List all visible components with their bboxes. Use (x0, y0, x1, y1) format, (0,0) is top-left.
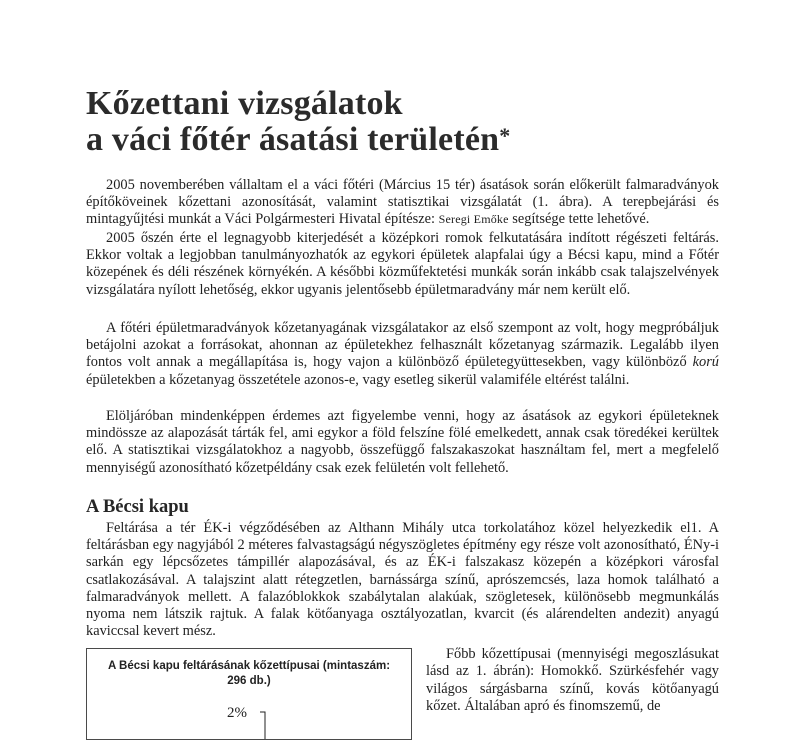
column-paragraph: Főbb kőzettípusai (mennyiségi megoszlásukat lásd az 1. ábrán): Homokkő. Szürkésfehér vagy világos sárgásbarna színű, kovás kötőanyagú kőzet. Általában apró és finomszemű, de (426, 646, 719, 715)
paragraph-4: Elöljáróban mindenképpen érdemes azt figyelembe venni, hogy az ásatások az egykori épületeknek mindössze az alapozását tárták fel, ami egykor a föld felszíne fölé emelkedett, annak csak töredékei kerültek elő. A statisztikai vizsgálatokhoz a nagyobb, összefüggő falszakaszokat használtam fel, mert a megfelelő mennyiségű azonosítható kőzetpéldány csak ezek felületén volt fellehető. (86, 408, 719, 476)
figure-1-chart (86, 648, 412, 740)
article-title (86, 86, 510, 158)
slice-label-0: 2% (227, 705, 247, 721)
chart-title-line-2: 296 db.) (227, 675, 271, 687)
emphasis-word: korú (692, 354, 719, 371)
section-heading: A Bécsi kapu (86, 497, 189, 517)
architect-name: Seregi Emőke (438, 212, 509, 227)
paragraph-3-a: A főtéri épületmaradványok kőzetanyagának vizsgálatakor az első szempont az volt, hogy megpróbáljuk betájolni azokat a forrásokat, ahonnan az épületekhez felhasznált kőzetanyag származik. Legalább ilyen fontos volt annak a megállapítása is, hogy vajon a különböző épületegyüttesekben, vagy különböző (86, 320, 719, 371)
paragraph-3 (86, 320, 719, 389)
title-line-2-text: a váci főtér ásatási területén (86, 121, 500, 158)
paragraph-2: 2005 őszén érte el legnagyobb kiterjedését a középkori romok felkutatására indított régészeti feltárás. Ekkor voltak a legjobban tanulmányozhatók az egykori épületek alapfalai úgy a Bécsi kapu, mind a Főtér közepének és déli részének környékén. A későbbi közműfektetési munkák során inkább csak talajszelvények vizsgálatára nyílott lehetőség, ekkor ugyanis jelentősebb épületmaradvány már nem került elő. (86, 230, 719, 298)
title-line-1: Kőzettani vizsgálatok (86, 85, 403, 122)
paragraph-1 (86, 177, 719, 229)
paragraph-3-c: épületekben a kőzetanyag összetétele azonos-e, vagy esetleg sikerül valamiféle eltérést találni. (86, 371, 630, 388)
section-paragraph: Feltárása a tér ÉK-i végződésében az Althann Mihály utca torkolatához közel helyezkedik el1. A feltárásban egy nagyjából 2 méteres falvastagságú négyszögletes építmény egy része volt azonosítható, ÉNy-i sarkán egy lépcsőzetes támpillér alapozásával, és az ÉK-i falszakasz közepén a középkori városfal csatlakozásával. A talajszint alatt rétegzetlen, barnássárga színű, aprószemcsés, laza homok található a falmaradványok mellett. A falazóblokkok szabálytalan alakúak, szögletesek, különösebb megmunkálás nyoma nem látszik rajtuk. A falak kötőanyaga osztályozatlan, kvarcit (és alárendelten andezit) anyagú kaviccsal kevert mész. (86, 520, 719, 640)
pie-chart-svg (87, 649, 411, 739)
title-line-2 (86, 122, 510, 158)
footnote-mark: * (499, 123, 511, 148)
chart-title-line-1: A Bécsi kapu feltárásának kőzettípusai (mintaszám: (107, 660, 391, 672)
paragraph-1-a: 2005 novemberében vállaltam el a váci főtéri (Március 15 tér) ásatások során előkerült falmaradványok építőköveinek kőzettani azonosítását, valamint statisztikai vizsgálatát (1. ábra). A terepbejárási és mintagyűjtési munkát a Váci Polgármesteri Hivatal építésze: (86, 177, 719, 228)
slice-leader-line-0 (260, 712, 265, 739)
paragraph-1-c: segítsége tette lehetővé. (508, 211, 650, 228)
